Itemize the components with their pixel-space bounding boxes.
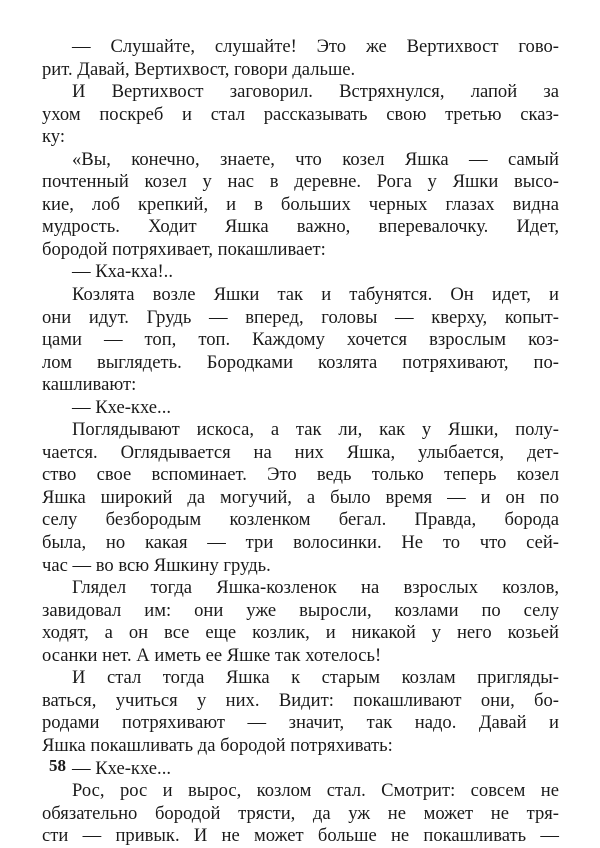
text-line: — Кха-кха!.. bbox=[72, 261, 173, 283]
text-line: бородой потряхивает, покашливает: bbox=[42, 238, 326, 260]
text-line: ваться, учиться у них. Видит: покашливают они, бо- bbox=[42, 689, 559, 711]
text-line: селу безбородым козленком бегал. Правда, борода bbox=[42, 509, 559, 531]
text-line: кие, лоб крепкий, и в больших черных глазах видна bbox=[42, 193, 559, 215]
text-line: цами — топ, топ. Каждому хочется взрослым коз- bbox=[42, 329, 559, 351]
text-line: мудрость. Ходит Яшка важно, вперевалочку. Идет, bbox=[42, 216, 559, 238]
text-line: Глядел тогда Яшка-козленок на взрослых козлов, bbox=[72, 577, 559, 599]
text-line: они идут. Грудь — вперед, головы — кверху, копыт- bbox=[42, 306, 559, 328]
text-line: Рос, рос и вырос, козлом стал. Смотрит: совсем не bbox=[72, 780, 559, 802]
text-line: И стал тогда Яшка к старым козлам пригляды- bbox=[72, 667, 559, 689]
text-line: рит. Давай, Вертихвост, говори дальше. bbox=[42, 58, 356, 80]
text-line: ухом поскреб и стал рассказывать свою третью сказ- bbox=[42, 103, 559, 125]
text-line: ку: bbox=[42, 126, 65, 148]
text-line: Поглядывают искоса, а так ли, как у Яшки, полу- bbox=[72, 419, 559, 441]
text-line: Козлята возле Яшки так и табунятся. Он идет, и bbox=[72, 284, 559, 306]
text-line: родами потряхивают — значит, так надо. Давай и bbox=[42, 712, 559, 734]
text-line: чается. Оглядывается на них Яшка, улыбается, дет- bbox=[42, 441, 559, 463]
text-line: завидовал им: они уже выросли, козлами по селу bbox=[42, 599, 559, 621]
text-line: Яшка широкий да могучий, а было время — и он по bbox=[42, 486, 559, 508]
text-line: кашливают: bbox=[42, 374, 137, 396]
text-line: Яшка покашливать да бородой потряхивать: bbox=[42, 734, 393, 756]
text-line: И Вертихвост заговорил. Встряхнулся, лапой за bbox=[72, 81, 559, 103]
text-line: сти — привык. И не может больше не покашливать — bbox=[42, 825, 559, 847]
text-line: была, но какая — три волосинки. Не то что сей- bbox=[42, 532, 559, 554]
page-body-text bbox=[42, 36, 559, 848]
text-line: лом выглядеть. Бородками козлята потряхивают, по- bbox=[42, 351, 559, 373]
text-line: обязательно бородой трясти, да уж не может не тря- bbox=[42, 802, 559, 824]
text-line: почтенный козел у нас в деревне. Рога у Яшки высо- bbox=[42, 171, 559, 193]
text-line: час — во всю Яшкину грудь. bbox=[42, 554, 271, 576]
text-line: ство свое вспоминает. Это ведь только теперь козел bbox=[42, 464, 559, 486]
page-number: 58 bbox=[49, 756, 66, 775]
text-line: — Кхе-кхе... bbox=[72, 757, 171, 779]
text-line: ходят, а он все еще козлик, и никакой у него козьей bbox=[42, 622, 559, 644]
text-line: осанки нет. А иметь ее Яшке так хотелось! bbox=[42, 644, 382, 666]
text-line: — Кхе-кхе... bbox=[72, 396, 171, 418]
text-line: «Вы, конечно, знаете, что козел Яшка — самый bbox=[72, 148, 559, 170]
text-line: — Слушайте, слушайте! Это же Вертихвост гово- bbox=[72, 36, 559, 57]
